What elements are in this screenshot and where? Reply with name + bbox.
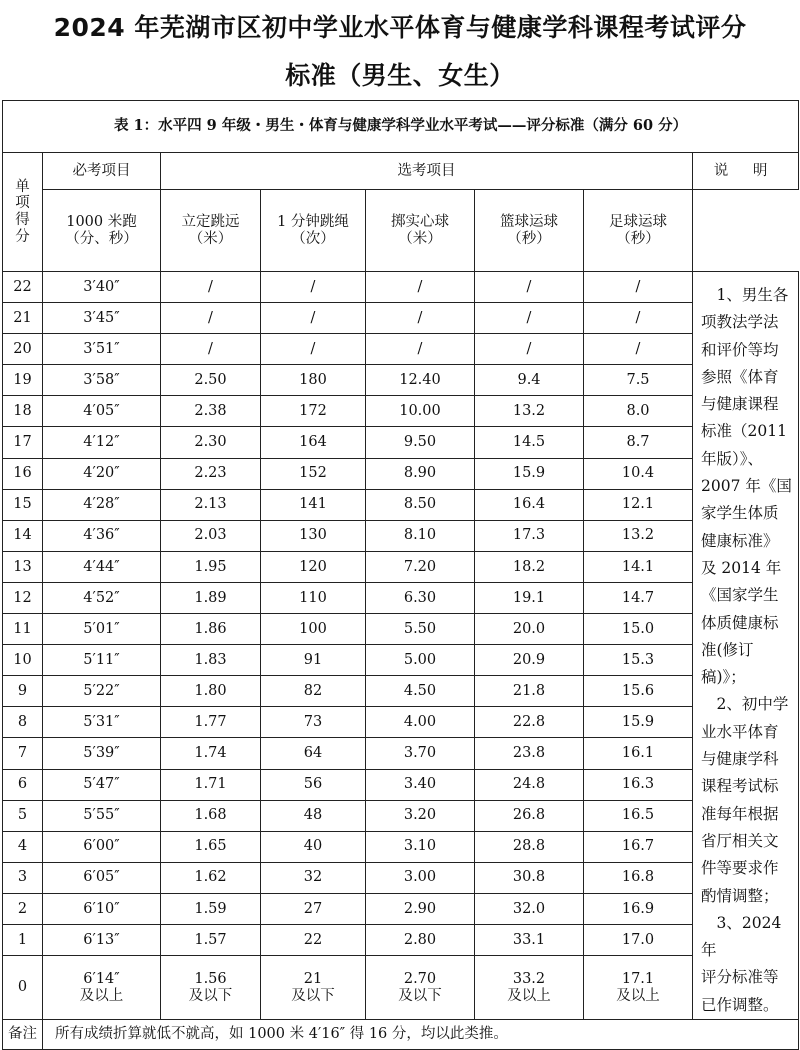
value-cell: /: [366, 334, 475, 365]
table-row: [3, 769, 799, 800]
value-cell: 3.20: [366, 800, 475, 831]
table-row: [3, 365, 799, 396]
elective-header: 选考项目: [161, 153, 693, 190]
table-caption: 表 1：水平四 9 年级・男生・体育与健康学科学业水平考试——评分标准（满分 60 分）: [3, 101, 799, 153]
cell-value: 17.1: [621, 970, 655, 987]
score-cell: 2: [3, 893, 43, 924]
value-cell: 8.50: [366, 489, 475, 520]
value-cell: 64: [261, 738, 366, 769]
value-cell: 5′01″: [43, 614, 161, 645]
value-cell: 16.1: [584, 738, 693, 769]
column-header-basketball: [475, 190, 584, 272]
value-cell: 5.50: [366, 614, 475, 645]
value-cell: 5′47″: [43, 769, 161, 800]
value-cell: 15.0: [584, 614, 693, 645]
column-header-medicine-ball: [366, 190, 475, 272]
scoring-table: [2, 100, 799, 1050]
cell-value: 6′14″: [83, 970, 120, 987]
cell-value: 33.2: [512, 970, 546, 987]
table-row: [3, 396, 799, 427]
value-cell: 4.00: [366, 707, 475, 738]
score-cell: 7: [3, 738, 43, 769]
value-cell: /: [584, 334, 693, 365]
value-cell: 32: [261, 862, 366, 893]
value-cell: 9.50: [366, 427, 475, 458]
value-cell: 5′39″: [43, 738, 161, 769]
column-unit: （分、秒）: [65, 230, 138, 247]
value-cell: 18.2: [475, 551, 584, 582]
value-cell: 2.13: [161, 489, 261, 520]
value-cell: 13.2: [475, 396, 584, 427]
value-cell: [261, 956, 366, 1020]
value-cell: /: [261, 334, 366, 365]
column-header-standing-jump: [161, 190, 261, 272]
column-name: 1000 米跑: [66, 213, 137, 230]
value-cell: 4′12″: [43, 427, 161, 458]
value-cell: /: [261, 303, 366, 334]
value-cell: 15.9: [584, 707, 693, 738]
column-name: 篮球运球: [500, 213, 558, 230]
value-cell: 20.9: [475, 645, 584, 676]
value-cell: /: [161, 303, 261, 334]
value-cell: 22.8: [475, 707, 584, 738]
value-cell: 8.0: [584, 396, 693, 427]
table-row: [3, 676, 799, 707]
column-name: 足球运球: [609, 213, 667, 230]
value-cell: 6.30: [366, 582, 475, 613]
cell-value: 1.56: [194, 970, 227, 987]
value-cell: 2.30: [161, 427, 261, 458]
value-cell: 120: [261, 551, 366, 582]
value-cell: /: [475, 272, 584, 303]
table-row: [3, 800, 799, 831]
value-cell: 12.40: [366, 365, 475, 396]
value-cell: 5.00: [366, 645, 475, 676]
cell-suffix: 及以上: [507, 987, 551, 1004]
cell-suffix: 及以下: [398, 987, 442, 1004]
value-cell: 1.83: [161, 645, 261, 676]
note-header: 说 明: [693, 153, 799, 190]
value-cell: 5′22″: [43, 676, 161, 707]
value-cell: 16.7: [584, 831, 693, 862]
cell-value: 21: [303, 970, 323, 987]
value-cell: 164: [261, 427, 366, 458]
value-cell: 48: [261, 800, 366, 831]
value-cell: 16.4: [475, 489, 584, 520]
value-cell: 6′10″: [43, 893, 161, 924]
value-cell: 141: [261, 489, 366, 520]
value-cell: 40: [261, 831, 366, 862]
score-cell: 19: [3, 365, 43, 396]
score-cell: 18: [3, 396, 43, 427]
table-row: [3, 582, 799, 613]
value-cell: 4′44″: [43, 551, 161, 582]
value-cell: 1.71: [161, 769, 261, 800]
table-row: [3, 272, 799, 303]
score-header-char: 分: [15, 228, 30, 245]
score-cell: 21: [3, 303, 43, 334]
page-title-line-2: 标准（男生、女生）: [285, 61, 515, 90]
column-header-football: [584, 190, 693, 272]
required-header: 必考项目: [43, 153, 161, 190]
value-cell: [161, 956, 261, 1020]
value-cell: 8.7: [584, 427, 693, 458]
table-row: [3, 738, 799, 769]
value-cell: 14.1: [584, 551, 693, 582]
value-cell: 17.3: [475, 520, 584, 551]
value-cell: 21.8: [475, 676, 584, 707]
value-cell: 13.2: [584, 520, 693, 551]
value-cell: 24.8: [475, 769, 584, 800]
score-cell: 20: [3, 334, 43, 365]
value-cell: 82: [261, 676, 366, 707]
value-cell: /: [584, 272, 693, 303]
table-row: [3, 707, 799, 738]
table-row: [3, 427, 799, 458]
score-header: [3, 153, 43, 272]
value-cell: 22: [261, 924, 366, 955]
cell-suffix: 及以上: [616, 987, 660, 1004]
value-cell: 1.86: [161, 614, 261, 645]
column-unit: （秒）: [507, 230, 551, 247]
value-cell: 152: [261, 458, 366, 489]
value-cell: 6′13″: [43, 924, 161, 955]
score-cell: 22: [3, 272, 43, 303]
value-cell: 1.65: [161, 831, 261, 862]
column-unit: （米）: [188, 230, 233, 247]
value-cell: 4′28″: [43, 489, 161, 520]
table-row: [3, 614, 799, 645]
cell-suffix: 及以下: [188, 987, 233, 1004]
table-row: [3, 862, 799, 893]
cell-value: 2.70: [403, 970, 437, 987]
value-cell: 5′55″: [43, 800, 161, 831]
value-cell: 12.1: [584, 489, 693, 520]
value-cell: 5′31″: [43, 707, 161, 738]
value-cell: /: [161, 334, 261, 365]
value-cell: 56: [261, 769, 366, 800]
value-cell: 5′11″: [43, 645, 161, 676]
value-cell: [43, 956, 161, 1020]
table-row: [3, 334, 799, 365]
score-cell: 1: [3, 924, 43, 955]
score-cell: 3: [3, 862, 43, 893]
value-cell: 2.23: [161, 458, 261, 489]
value-cell: 3′40″: [43, 272, 161, 303]
value-cell: 16.3: [584, 769, 693, 800]
table-row: [3, 520, 799, 551]
value-cell: 15.3: [584, 645, 693, 676]
value-cell: 6′00″: [43, 831, 161, 862]
table-row: [3, 924, 799, 955]
column-unit: （次）: [291, 230, 335, 247]
score-cell: 12: [3, 582, 43, 613]
value-cell: 100: [261, 614, 366, 645]
value-cell: 1.59: [161, 893, 261, 924]
score-cell: 9: [3, 676, 43, 707]
value-cell: 8.10: [366, 520, 475, 551]
value-cell: 27: [261, 893, 366, 924]
page-title-line-1: 2024 年芜湖市区初中学业水平体育与健康学科课程考试评分: [53, 13, 747, 42]
value-cell: 17.0: [584, 924, 693, 955]
value-cell: 16.9: [584, 893, 693, 924]
value-cell: 3′51″: [43, 334, 161, 365]
value-cell: /: [475, 303, 584, 334]
table-row: [3, 831, 799, 862]
value-cell: 26.8: [475, 800, 584, 831]
value-cell: 15.6: [584, 676, 693, 707]
value-cell: 3.40: [366, 769, 475, 800]
cell-suffix: 及以上: [79, 987, 124, 1004]
value-cell: 91: [261, 645, 366, 676]
score-cell: 16: [3, 458, 43, 489]
score-cell: 5: [3, 800, 43, 831]
score-cell: 14: [3, 520, 43, 551]
value-cell: 1.80: [161, 676, 261, 707]
value-cell: 2.50: [161, 365, 261, 396]
score-cell: 4: [3, 831, 43, 862]
value-cell: 130: [261, 520, 366, 551]
value-cell: [475, 956, 584, 1020]
table-row: [3, 956, 799, 1020]
value-cell: 10.00: [366, 396, 475, 427]
value-cell: 7.5: [584, 365, 693, 396]
table-row: [3, 489, 799, 520]
table-row: [3, 458, 799, 489]
value-cell: /: [366, 303, 475, 334]
value-cell: 1.62: [161, 862, 261, 893]
value-cell: 172: [261, 396, 366, 427]
value-cell: 3.10: [366, 831, 475, 862]
value-cell: 1.89: [161, 582, 261, 613]
value-cell: 1.77: [161, 707, 261, 738]
value-cell: 2.03: [161, 520, 261, 551]
value-cell: 9.4: [475, 365, 584, 396]
value-cell: 1.74: [161, 738, 261, 769]
value-cell: 3.00: [366, 862, 475, 893]
value-cell: 4′20″: [43, 458, 161, 489]
value-cell: 1.57: [161, 924, 261, 955]
score-cell: 6: [3, 769, 43, 800]
cell-suffix: 及以下: [291, 987, 335, 1004]
value-cell: 6′05″: [43, 862, 161, 893]
value-cell: /: [584, 303, 693, 334]
value-cell: 14.7: [584, 582, 693, 613]
score-cell: 8: [3, 707, 43, 738]
column-header-rope-skip: [261, 190, 366, 272]
column-header-1000m: [43, 190, 161, 272]
footer-text: 所有成绩折算就低不就高，如 1000 米 4′16″ 得 16 分，均以此类推。: [43, 1020, 799, 1050]
value-cell: /: [261, 272, 366, 303]
value-cell: 1.68: [161, 800, 261, 831]
score-cell: 17: [3, 427, 43, 458]
value-cell: 2.38: [161, 396, 261, 427]
table-row: [3, 893, 799, 924]
value-cell: 4′36″: [43, 520, 161, 551]
table-row: [3, 303, 799, 334]
value-cell: [584, 956, 693, 1020]
value-cell: 1.95: [161, 551, 261, 582]
value-cell: 4.50: [366, 676, 475, 707]
value-cell: 110: [261, 582, 366, 613]
value-cell: 3.70: [366, 738, 475, 769]
value-cell: 4′05″: [43, 396, 161, 427]
column-name: 立定跳远: [181, 213, 240, 230]
value-cell: 19.1: [475, 582, 584, 613]
value-cell: 30.8: [475, 862, 584, 893]
column-unit: （米）: [398, 230, 442, 247]
value-cell: 3′58″: [43, 365, 161, 396]
score-header-char: 单: [15, 178, 30, 195]
value-cell: /: [366, 272, 475, 303]
value-cell: 28.8: [475, 831, 584, 862]
footer-row: [3, 1020, 799, 1050]
score-cell: 15: [3, 489, 43, 520]
value-cell: /: [475, 334, 584, 365]
value-cell: 8.90: [366, 458, 475, 489]
value-cell: 16.8: [584, 862, 693, 893]
value-cell: 15.9: [475, 458, 584, 489]
value-cell: 4′52″: [43, 582, 161, 613]
score-cell: 13: [3, 551, 43, 582]
score-cell: 11: [3, 614, 43, 645]
score-header-char: 项: [15, 195, 30, 212]
column-name: 掷实心球: [391, 213, 449, 230]
score-header-char: 得: [15, 212, 30, 228]
note-text: 1、男生各 项教法学法 和评价等均 参照《体育 与健康课程 标准（2011 年版）》、 2007 年《国 家学生体质 健康标准》 及 2014 年 《国家学生 体质健康标 准(修订 稿)》； 2、初中学 业水平体育 与健康学科 课程考试标 准每年根据 省厅相关文 件等要求作 酌情调整； 3、2024 年 评分标准等 已作调整。: [693, 272, 799, 1020]
column-name: 1 分钟跳绳: [277, 213, 349, 230]
value-cell: 10.4: [584, 458, 693, 489]
value-cell: [366, 956, 475, 1020]
value-cell: 23.8: [475, 738, 584, 769]
table-row: [3, 551, 799, 582]
value-cell: 14.5: [475, 427, 584, 458]
page-title: [0, 4, 800, 100]
value-cell: 3′45″: [43, 303, 161, 334]
value-cell: 2.80: [366, 924, 475, 955]
value-cell: 16.5: [584, 800, 693, 831]
score-cell: 0: [3, 956, 43, 1020]
value-cell: 20.0: [475, 614, 584, 645]
column-unit: （秒）: [616, 230, 660, 247]
table-row: [3, 645, 799, 676]
value-cell: 33.1: [475, 924, 584, 955]
value-cell: 2.90: [366, 893, 475, 924]
value-cell: 180: [261, 365, 366, 396]
value-cell: 32.0: [475, 893, 584, 924]
score-cell: 10: [3, 645, 43, 676]
value-cell: /: [161, 272, 261, 303]
value-cell: 7.20: [366, 551, 475, 582]
value-cell: 73: [261, 707, 366, 738]
footer-label: 备注: [3, 1020, 43, 1050]
